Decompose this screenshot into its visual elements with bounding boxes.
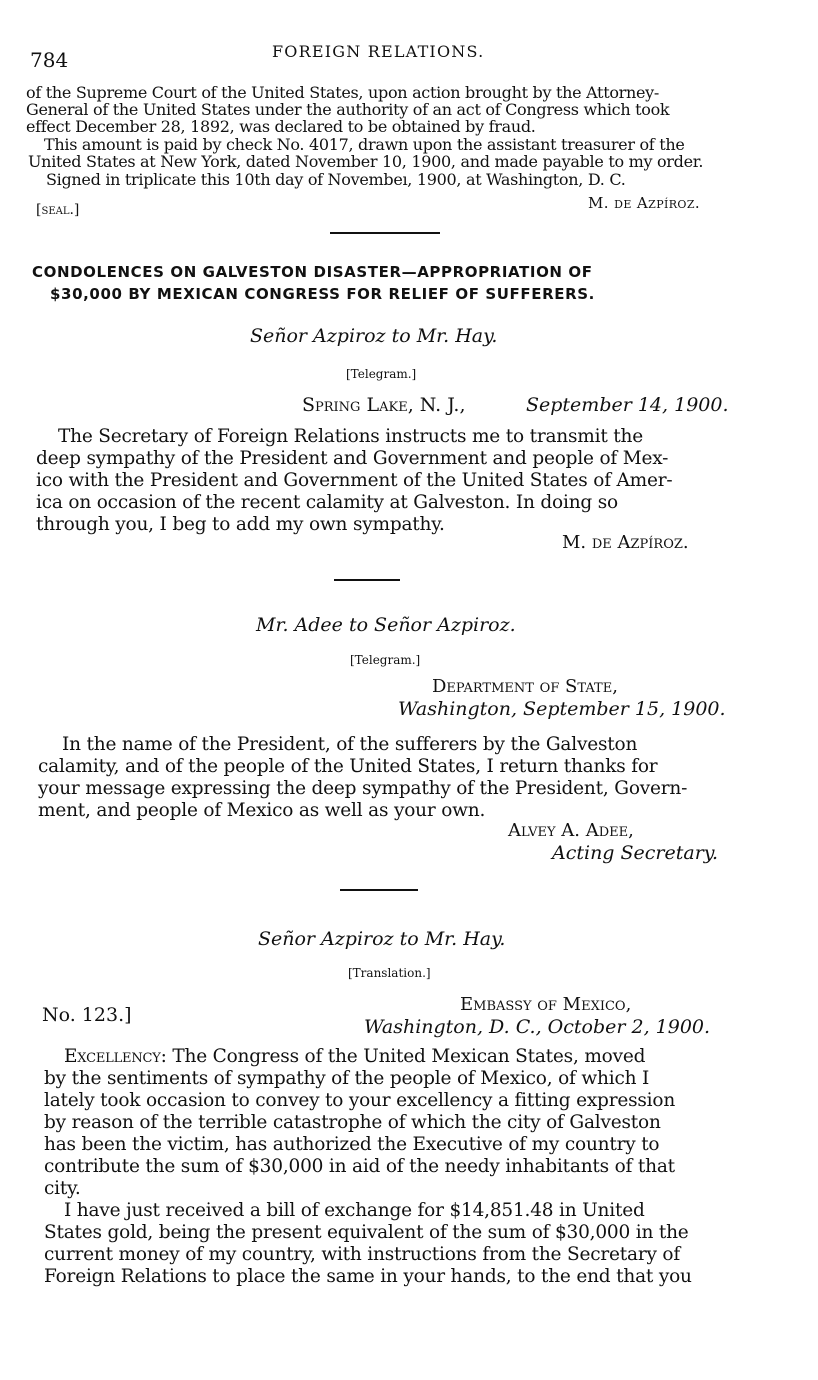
letter-1-title: Señor Azpiroz to Mr. Hay. [250, 325, 498, 347]
letter-3-salutation: Excellency: [64, 1046, 167, 1067]
letter-2-line-1: In the name of the President, of the sufferers by the Galveston [62, 734, 638, 755]
letter-1-line-5: through you, I beg to add my own sympathy. [36, 514, 445, 535]
letter-3-para-2-line-4: Foreign Relations to place the same in your hands, to the end that you [44, 1266, 692, 1287]
letter-3-para-1-line-3: lately took occasion to convey to your excellency a fitting expression [44, 1090, 676, 1111]
letter-1-signature: M. de Azpíroz. [562, 532, 689, 553]
continuation-line-5: United States at New York, dated November 10, 1900, and made payable to my order. [28, 152, 704, 171]
letter-1-line-3: ico with the President and Government of the United States of Amer- [36, 470, 673, 491]
letter-2-signature-name: Alvey A. Adee, [508, 820, 634, 841]
letter-3-title: Señor Azpiroz to Mr. Hay. [258, 928, 506, 950]
letter-3-date: Washington, D. C., October 2, 1900. [364, 1016, 711, 1038]
letter-2-place: Department of State, [432, 676, 618, 697]
continuation-line-6: Signed in triplicate this 10th day of Novembeı, 1900, at Washington, D. C. [46, 170, 626, 189]
letter-divider-2 [340, 889, 418, 891]
letter-3-para-1-line-1 [64, 1046, 645, 1068]
letter-2-line-3: your message expressing the deep sympathy of the President, Govern- [38, 778, 688, 799]
letter-1-note: [Telegram.] [346, 367, 417, 381]
section-heading-line-1: CONDOLENCES ON GALVESTON DISASTER—APPROPRIATION OF [32, 263, 593, 281]
letter-1-date: September 14, 1900. [526, 394, 729, 416]
letter-1-line-4: ica on occasion of the recent calamity at Galveston. In doing so [36, 492, 618, 513]
letter-1-line-2: deep sympathy of the President and Government and people of Mex- [36, 448, 669, 469]
continuation-line-4: This amount is paid by check No. 4017, drawn upon the assistant treasurer of the [44, 135, 685, 154]
continuation-line-3: effect December 28, 1892, was declared to be obtained by fraud. [26, 117, 536, 136]
letter-3-para-1-line-7: city. [44, 1178, 81, 1199]
letter-3-para-2-line-1: I have just received a bill of exchange for $14,851.48 in United [64, 1200, 645, 1221]
running-title: FOREIGN RELATIONS. [272, 42, 485, 61]
letter-1-place: Spring Lake, N. J., [302, 394, 466, 416]
letter-1-line-1: The Secretary of Foreign Relations instructs me to transmit the [58, 426, 643, 447]
continuation-line-2: General of the United States under the authority of an act of Congress which took [26, 100, 670, 119]
letter-3-para-2-line-2: States gold, being the present equivalent of the sum of $30,000 in the [44, 1222, 689, 1243]
letter-3-para-1-line-2: by the sentiments of sympathy of the people of Mexico, of which I [44, 1068, 650, 1089]
letter-2-title: Mr. Adee to Señor Azpiroz. [256, 614, 516, 636]
letter-divider-1 [334, 579, 400, 581]
letter-2-line-4: ment, and people of Mexico as well as your own. [38, 800, 486, 821]
section-heading-line-2: $30,000 BY MEXICAN CONGRESS FOR RELIEF OF SUFFERERS. [50, 285, 595, 303]
letter-3-para-1-line-6: contribute the sum of $30,000 in aid of the needy inhabitants of that [44, 1156, 675, 1177]
letter-3-para-1-line-4: by reason of the terrible catastrophe of which the city of Galveston [44, 1112, 661, 1133]
seal-mark: [seal.] [36, 202, 80, 218]
letter-3-para-1-line-5: has been the victim, has authorized the Executive of my country to [44, 1134, 660, 1155]
letter-2-note: [Telegram.] [350, 653, 421, 667]
letter-3-place: Embassy of Mexico, [460, 994, 632, 1015]
letter-3-note: [Translation.] [348, 966, 431, 980]
letter-3-para-1-first: The Congress of the United Mexican States, moved [166, 1046, 646, 1067]
letter-2-signature-title: Acting Secretary. [552, 842, 719, 864]
page-number: 784 [30, 48, 69, 72]
letter-3-para-2-line-3: current money of my country, with instructions from the Secretary of [44, 1244, 680, 1265]
letter-3-number: No. 123.] [42, 1004, 132, 1026]
continuation-signature: M. de Azpíroz. [588, 194, 701, 212]
section-divider [330, 232, 440, 234]
letter-2-line-2: calamity, and of the people of the United States, I return thanks for [38, 756, 658, 777]
continuation-line-1: of the Supreme Court of the United States, upon action brought by the Attorney- [26, 83, 660, 102]
letter-2-date: Washington, September 15, 1900. [398, 698, 726, 720]
